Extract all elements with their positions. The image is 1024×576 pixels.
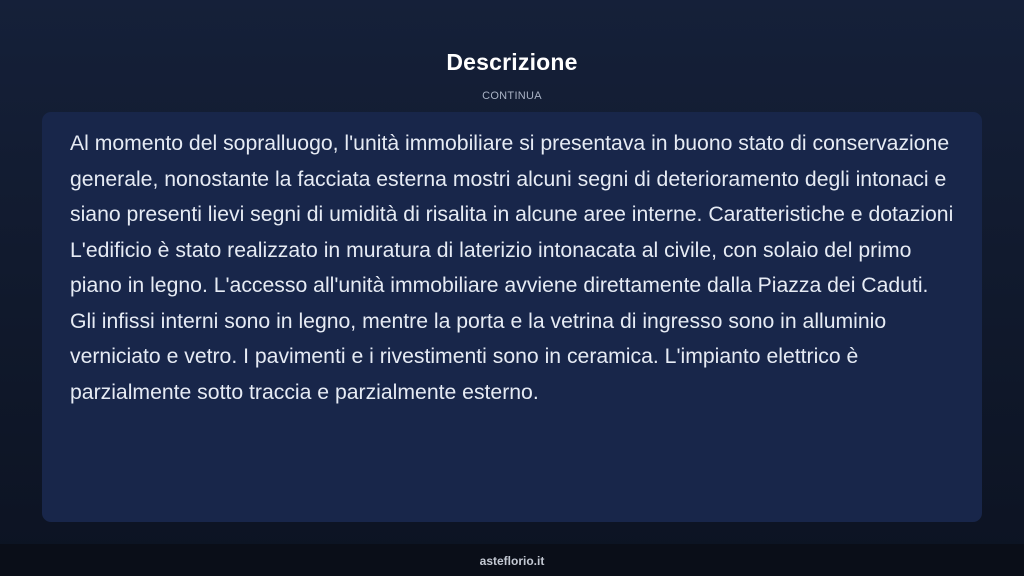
page-subtitle: CONTINUA xyxy=(482,90,542,102)
footer-site-label: asteflorio.it xyxy=(479,554,545,568)
description-text: Al momento del sopralluogo, l'unità immobiliare si presentava in buono stato di conservazione generale, nonostante la facciata esterna mostri alcuni segni di deterioramento degli intonaci e siano presenti lievi segni di umidità di risalita in alcune aree interne. Caratteristiche e dotazioni L'edificio è stato realizzato in muratura di laterizio intonacata al civile, con solaio del primo piano in legno. L'accesso all'unità immobiliare avviene direttamente dalla Piazza dei Caduti. Gli infissi interni sono in legno, mentre la porta e la vetrina di ingresso sono in alluminio verniciato e vetro. I pavimenti e i rivestimenti sono in ceramica. L'impianto elettrico è parzialmente sotto traccia e parzialmente esterno. xyxy=(70,132,954,404)
description-card xyxy=(42,112,982,522)
page-title: Descrizione xyxy=(446,49,578,75)
footer-bar xyxy=(0,544,1024,576)
